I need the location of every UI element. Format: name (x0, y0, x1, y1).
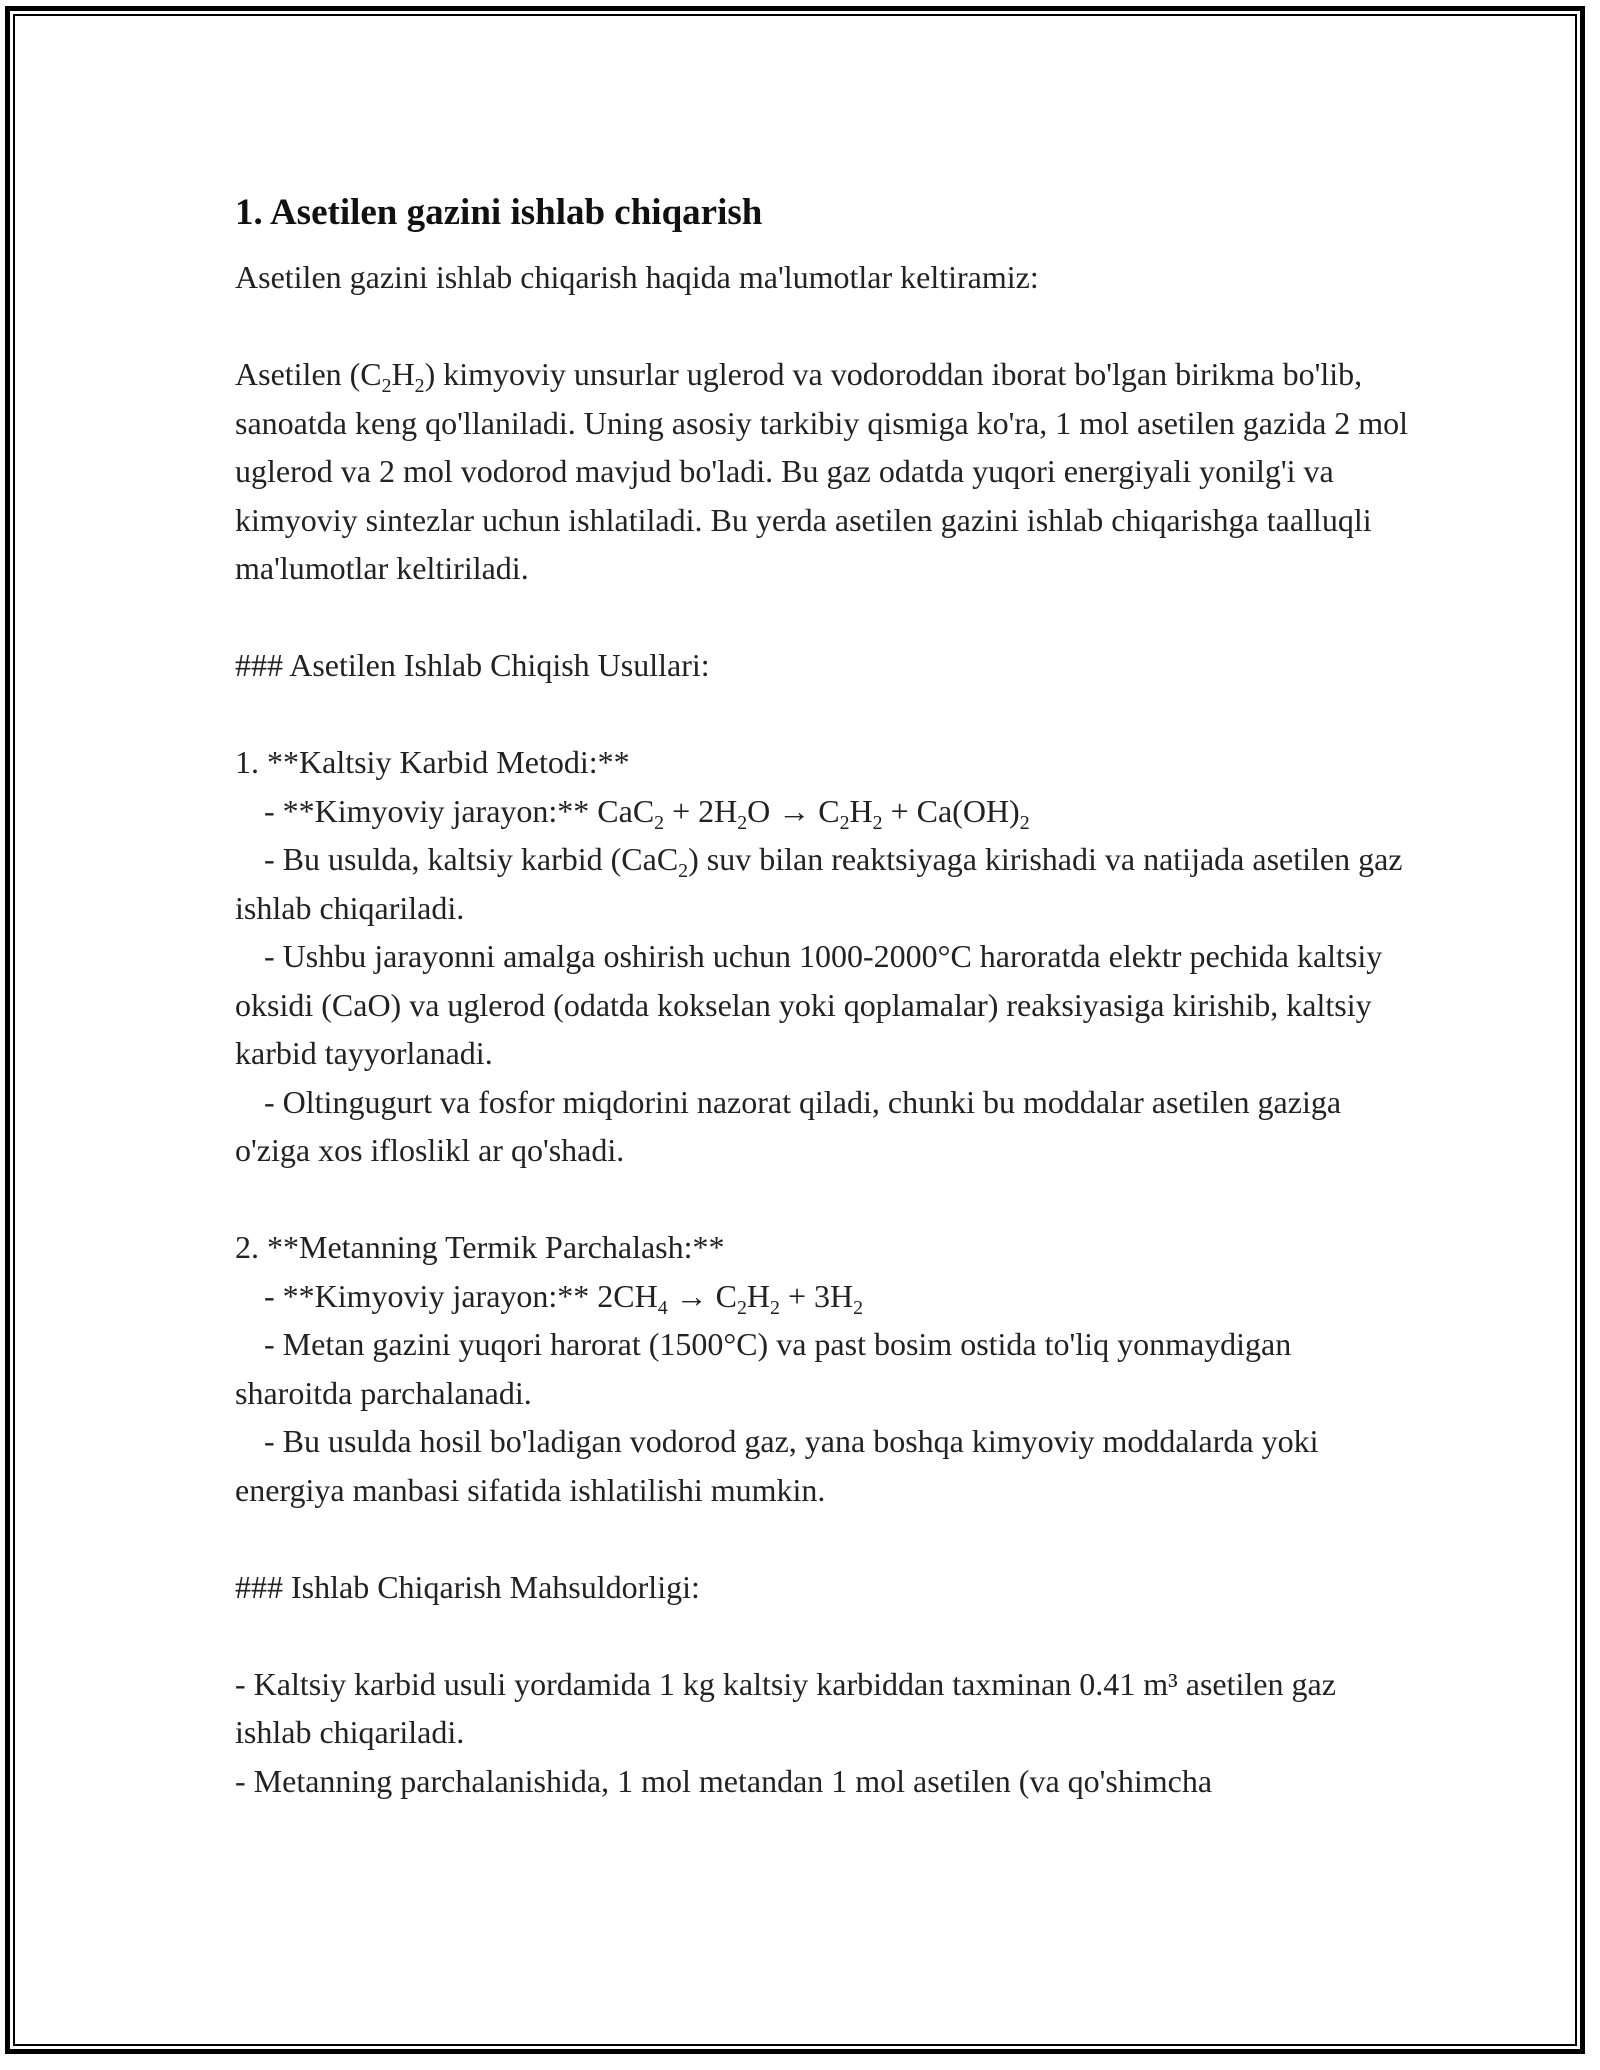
method-2-title: 2. **Metanning Termik Parchalash:** (235, 1229, 725, 1265)
method-2-reaction: - **Kimyoviy jarayon:** $2CH_4 \to C_2H_2 + 3H_2$ (264, 1277, 864, 1319)
yield-item-1: - Kaltsiy karbid usuli yordamida 1 kg kaltsiy karbiddan taxminan 0.41 m³ asetilen gaz ishlab chiqariladi. (235, 1665, 1336, 1750)
intro-paragraph: Asetilen gazini ishlab chiqarish haqida ma'lumotlar keltiramiz: (235, 259, 1039, 295)
acetylene-description: Asetilen $(C_2H_2)$ kimyoviy unsurlar uglerod va vodoroddan iborat bo'lgan birikma bo'lib, sanoatda keng qo'llaniladi. Uning asosiy tarkibiy qismiga ko'ra, 1 mol asetilen gazida 2 mol uglerod va 2 mol vodorod mavjud bo'ladi. Bu gaz odatda yuqori energiyali yonilg'i va kimyoviy sintezlar uchun ishlatiladi. Bu yerda asetilen gazini ishlab chiqarishga taalluqli ma'lumotlar keltiriladi. (235, 356, 1409, 586)
method-1-bullet-2: - Ushbu jarayonni amalga oshirish uchun 1000-2000°C haroratda elektr pechida kaltsiy oksidi (CaO) va uglerod (odatda kokselan yoki qoplamalar) reaksiyasiga kirishib, kaltsiy karbid tayyorlanadi. (235, 938, 1383, 1071)
method-1-title: 1. **Kaltsiy Karbid Metodi:** (235, 744, 630, 780)
method-1-bullet-1: - Bu usulda, kaltsiy karbid (CaC$_2$) suv bilan reaktsiyaga kirishadi va natijada asetilen gaz ishlab chiqariladi. (235, 841, 1403, 926)
method-1-reaction: - **Kimyoviy jarayon:** $CaC_2 + 2H_2O \to C_2H_2 + Ca(OH)_2$ (264, 792, 1030, 834)
yield-item-2: - Metanning parchalanishida, 1 mol metandan 1 mol asetilen (va qo'shimcha (235, 1762, 1213, 1799)
method-2-bullet-1: - Metan gazini yuqori harorat (1500°C) va past bosim ostida to'liq yonmaydigan sharoitda parchalanadi. (235, 1326, 1292, 1411)
document-title: 1. Asetilen gazini ishlab chiqarish (235, 192, 763, 233)
method-1-bullet-3: - Oltingugurt va fosfor miqdorini nazorat qiladi, chunki bu moddalar asetilen gaziga o'ziga xos ifloslikl ar qo'shadi. (235, 1083, 1342, 1168)
method-2-bullet-2: - Bu usulda hosil bo'ladigan vodorod gaz, yana boshqa kimyoviy moddalarda yoki energiya manbasi sifatida ishlatilishi mumkin. (235, 1423, 1319, 1508)
yield-heading: ### Ishlab Chiqarish Mahsuldorligi: (235, 1568, 700, 1605)
methods-heading: ### Asetilen Ishlab Chiqish Usullari: (235, 647, 710, 683)
document-body (235, 185, 1415, 1805)
